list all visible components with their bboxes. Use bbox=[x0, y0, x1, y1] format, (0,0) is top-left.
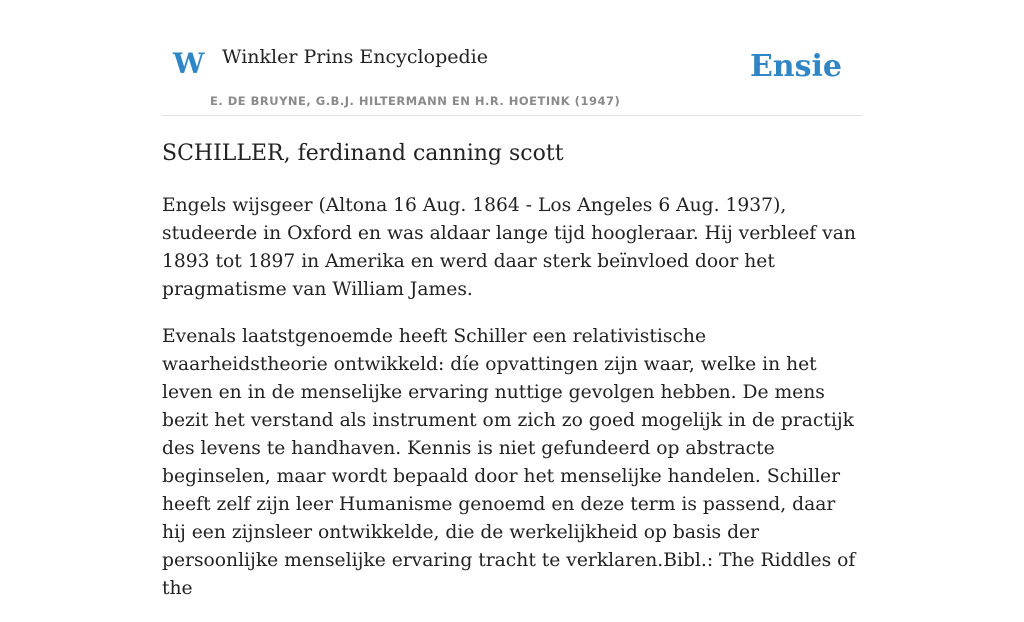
site-header bbox=[162, 36, 862, 116]
source-title[interactable]: Winkler Prins Encyclopedie bbox=[222, 46, 488, 68]
article-paragraph: Engels wijsgeer (Altona 16 Aug. 1864 - Los Angeles 6 Aug. 1937), studeerde in Oxford en was aldaar lange tijd hoogleraar. Hij verbleef van 1893 tot 1897 in Amerika en werd daar sterk beïnvloed door het pragmatisme van William James. bbox=[162, 195, 856, 300]
article-paragraph: Evenals laatstgenoemde heeft Schiller een relativistische waarheidstheorie ontwikkeld: díe opvattingen zijn waar, welke in het leven en in de menselijke ervaring nuttige gevolgen hebben. De mens bezit het verstand als instrument om zich zo goed mogelijk in de practijk des levens te handhaven. Kennis is niet gefundeerd op abstracte beginselen, maar wordt bepaald door het menselijke handelen. Schiller heeft zelf zijn leer Humanisme genoemd en deze term is passend, daar hij een zijnsleer ontwikkelde, die de werkelijkheid op basis der persoonlijke menselijke ervaring tracht te verklaren.Bibl.: The Riddles of the bbox=[162, 326, 856, 599]
article-title: SCHILLER, ferdinand canning scott bbox=[162, 141, 564, 166]
ensie-logo-link[interactable]: Ensie bbox=[749, 49, 842, 84]
source-authors: E. DE BRUYNE, G.B.J. HILTERMANN EN H.R. HOETINK (1947) bbox=[210, 94, 621, 108]
winkler-prins-logo[interactable]: W bbox=[173, 47, 205, 80]
article-body bbox=[162, 192, 862, 622]
